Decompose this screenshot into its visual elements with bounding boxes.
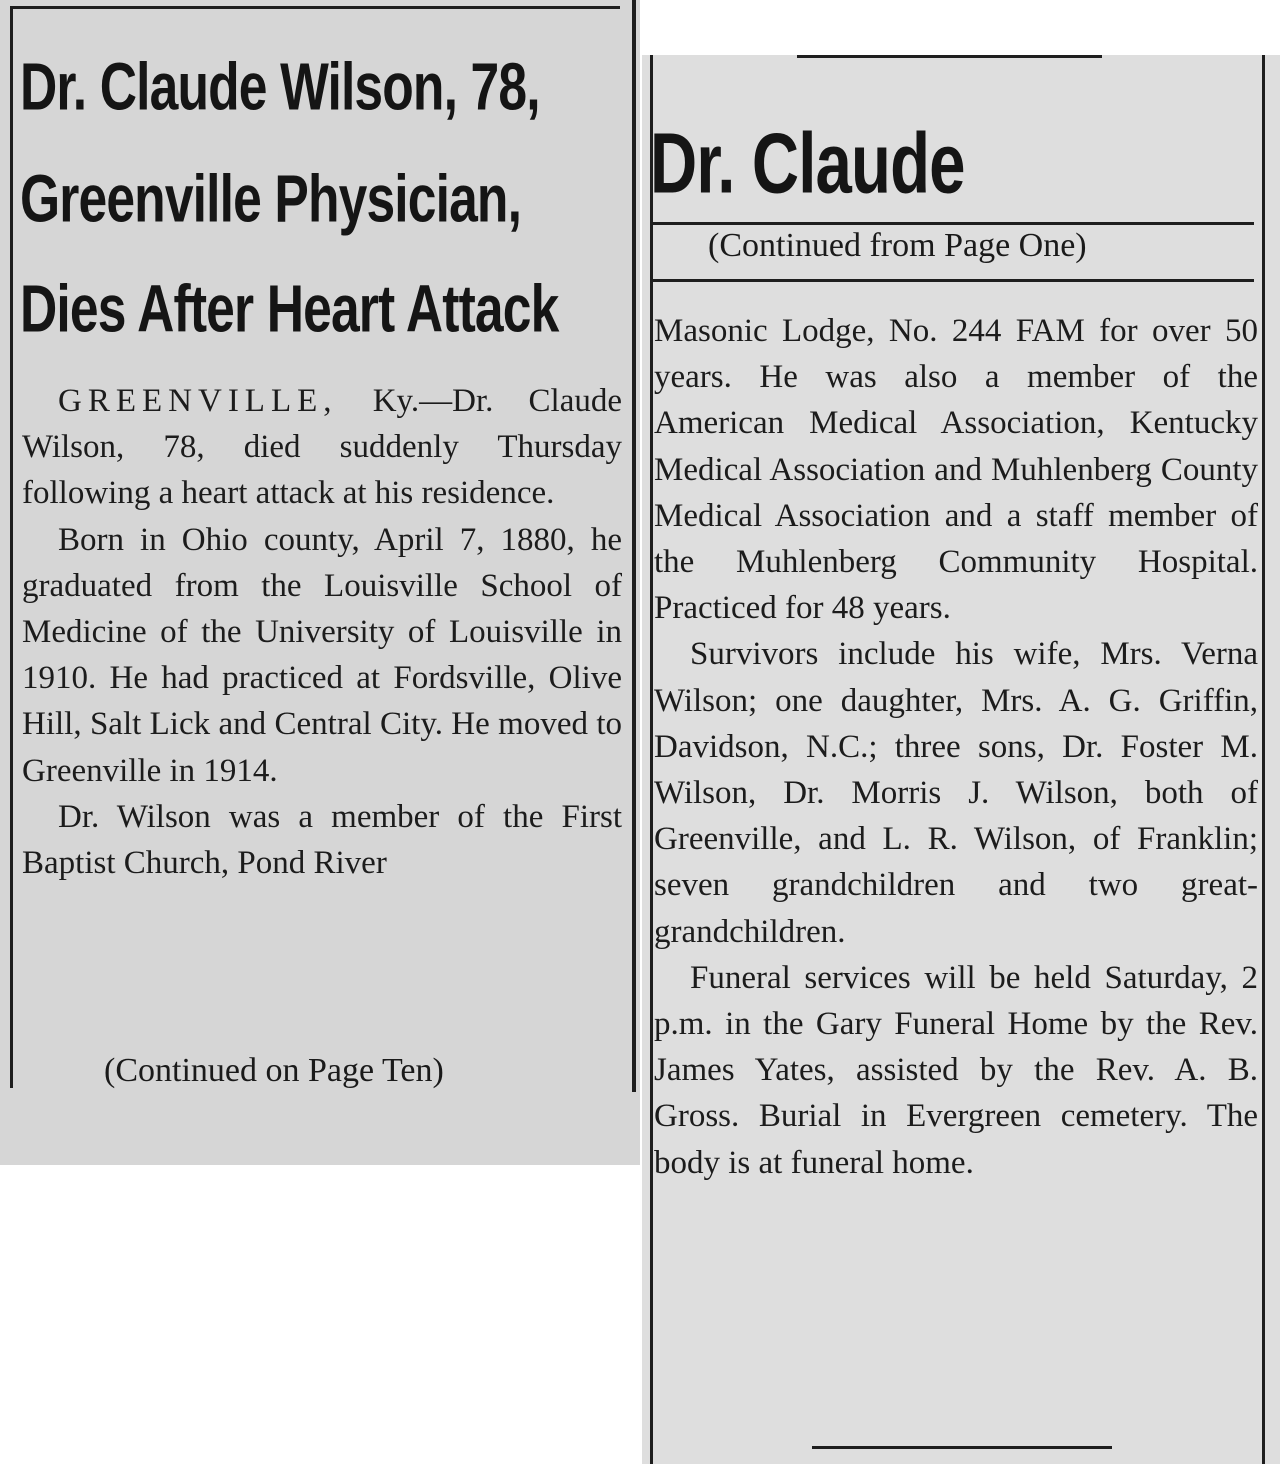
right-column-rule [632, 0, 636, 1092]
right-column-rule [1262, 55, 1265, 1464]
headline-line-2: Greenville Physician, [20, 161, 522, 237]
paragraph-1 [22, 378, 622, 517]
continued-on-note: (Continued on Page Ten) [104, 1052, 444, 1089]
headline-line-1: Dr. Claude Wilson, 78, [20, 49, 540, 125]
right-article-body [654, 308, 1258, 1186]
bottom-rule [812, 1446, 1112, 1449]
headline-rule-bottom [650, 279, 1254, 282]
left-clipping [0, 0, 640, 1165]
left-column-rule [10, 6, 13, 1088]
left-column-rule [650, 55, 653, 1464]
dateline: GREENVILLE, [58, 383, 338, 419]
headline: Dr. Claude [650, 116, 965, 212]
paragraph-3: Funeral services will be held Saturday, 2 p.m. in the Gary Funeral Home by the Rev. James Yates, assisted by the Rev. A. B. Gross. Burial in Evergreen cemetery. The body is at funeral home. [654, 959, 1258, 1181]
paragraph-2: Survivors include his wife, Mrs. Verna Wilson; one daughter, Mrs. A. G. Griffin, Davidson, N.C.; three sons, Dr. Foster M. Wilson, Dr. Morris J. Wilson, both of Greenville, and L. R. Wilson, of Franklin; seven grandchildren and two great-grandchildren. [654, 636, 1258, 950]
paragraph-3: Dr. Wilson was a member of the First Baptist Church, Pond River [22, 798, 622, 882]
continued-from-note: (Continued from Page One) [708, 227, 1087, 264]
paragraph-1-text: Ky.—Dr. Claude Wilson, 78, died suddenly Thursday following a heart attack at his residence. [22, 383, 622, 512]
top-rule [10, 6, 620, 9]
headline-rule-top [650, 222, 1254, 225]
paragraph-1: Masonic Lodge, No. 244 FAM for over 50 years. He was also a member of the American Medical Association, Kentucky Medical Association and Muhlenberg County Medical Association and a staff member of the Muhlenberg Community Hospital. Practiced for 48 years. [654, 313, 1258, 627]
right-clipping [642, 55, 1280, 1464]
paragraph-2: Born in Ohio county, April 7, 1880, he graduated from the Louisville School of Medicine of the University of Louisville in 1910. He had practiced at Fordsville, Olive Hill, Salt Lick and Central City. He moved to Greenville in 1914. [22, 521, 622, 789]
headline-line-3: Dies After Heart Attack [20, 271, 559, 347]
left-article-body [22, 378, 622, 886]
top-rule [797, 55, 1102, 58]
